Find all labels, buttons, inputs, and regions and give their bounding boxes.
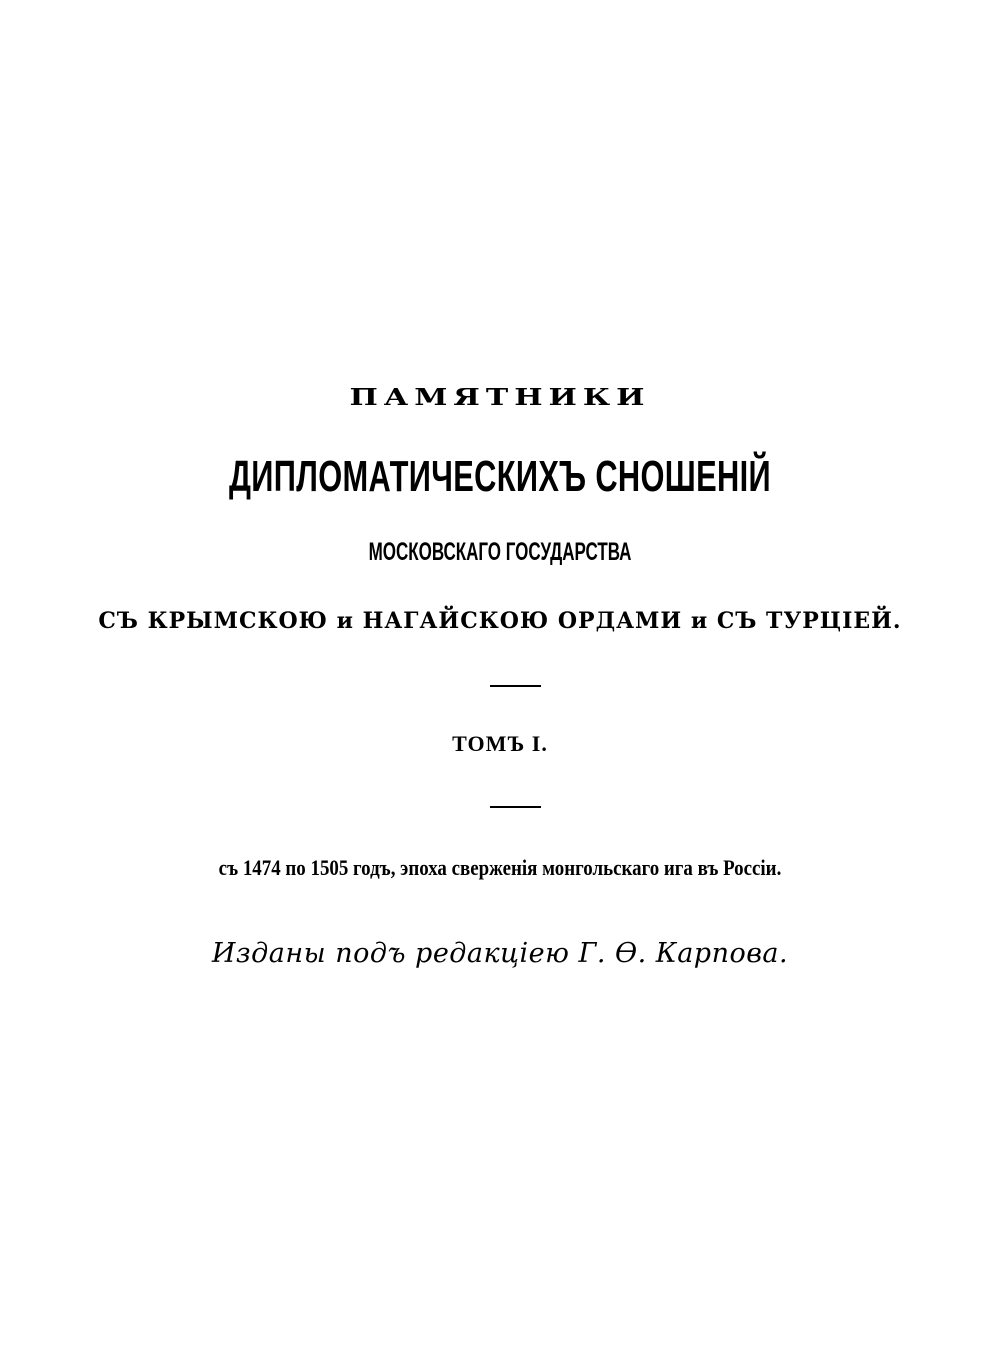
title-pamyatniki: ПАМЯТНИКИ xyxy=(349,383,651,412)
volume-label: ТОМЪ I. xyxy=(452,731,548,756)
title-moskovskago-gosudarstva: МОСКОВСКАГО ГОСУДАРСТВА xyxy=(368,538,632,566)
divider-rule-bottom xyxy=(490,806,541,808)
title-diplomaticheskikh-snosheniy: ДИПЛОМАТИЧЕСКИХЪ СНОШЕНІЙ xyxy=(229,452,771,501)
divider-rule-top xyxy=(490,685,541,687)
title-s-krymskoyu-ordami: СЪ КРЫМСКОЮ и НАГАЙСКОЮ ОРДАМИ и СЪ ТУРЦІЕЙ. xyxy=(98,608,902,634)
period-subtitle: съ 1474 по 1505 годъ, эпоха сверженія монгольскаго ига въ Россіи. xyxy=(218,855,782,880)
editor-credit: Изданы подъ редакціею Г. Ѳ. Карпова. xyxy=(211,938,789,969)
